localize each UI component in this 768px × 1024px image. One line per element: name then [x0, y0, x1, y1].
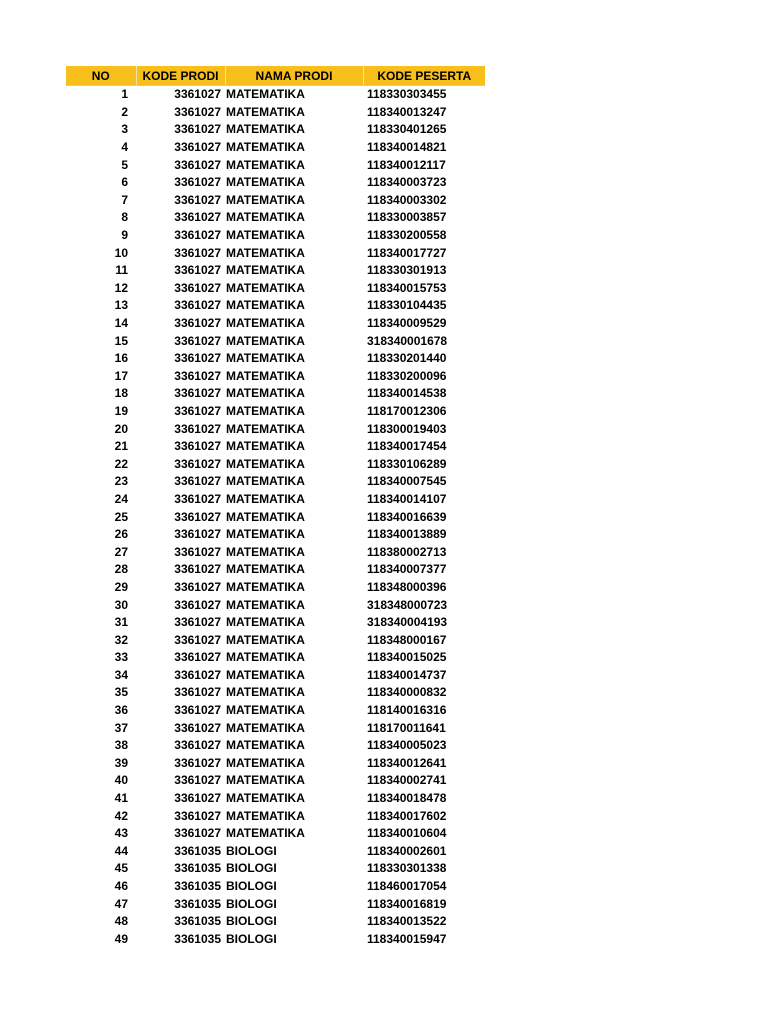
cell-no: 35 — [114, 685, 128, 700]
table-row — [66, 649, 485, 667]
table-row — [66, 843, 485, 861]
cell-no: 26 — [114, 527, 128, 542]
cell-no: 4 — [121, 140, 128, 155]
cell-nama-prodi: MATEMATIKA — [226, 210, 305, 225]
cell-nama-prodi: MATEMATIKA — [226, 826, 305, 841]
cell-nama-prodi: MATEMATIKA — [226, 615, 305, 630]
cell-kode-peserta: 118340002741 — [367, 773, 447, 788]
cell-nama-prodi: MATEMATIKA — [226, 456, 305, 471]
cell-nama-prodi: MATEMATIKA — [226, 351, 305, 366]
table-row — [66, 174, 485, 192]
cell-kode-peserta: 118330200096 — [367, 368, 447, 383]
cell-kode-prodi: 3361027 — [174, 456, 221, 471]
cell-nama-prodi: BIOLOGI — [226, 879, 277, 894]
cell-kode-peserta: 118340002601 — [367, 843, 447, 858]
cell-kode-peserta: 318340004193 — [367, 615, 448, 630]
table-row — [66, 86, 485, 104]
cell-kode-peserta: 118340015947 — [367, 931, 447, 946]
cell-nama-prodi: MATEMATIKA — [226, 667, 305, 682]
cell-no: 1 — [121, 87, 128, 102]
cell-nama-prodi: MATEMATIKA — [226, 175, 305, 190]
cell-kode-peserta: 118348000396 — [367, 579, 447, 594]
cell-no: 39 — [114, 755, 128, 770]
cell-kode-peserta: 118330301913 — [367, 263, 447, 278]
cell-nama-prodi: MATEMATIKA — [226, 333, 305, 348]
cell-nama-prodi: MATEMATIKA — [226, 140, 305, 155]
cell-kode-peserta: 118330401265 — [367, 122, 447, 137]
cell-nama-prodi: MATEMATIKA — [226, 808, 305, 823]
table-row — [66, 807, 485, 825]
cell-kode-prodi: 3361027 — [174, 157, 221, 172]
cell-kode-peserta: 118340005023 — [367, 738, 447, 753]
cell-kode-prodi: 3361035 — [174, 896, 221, 911]
cell-nama-prodi: BIOLOGI — [226, 843, 277, 858]
table-row — [66, 755, 485, 773]
table-row — [66, 491, 485, 509]
cell-no: 8 — [121, 210, 128, 225]
cell-kode-prodi: 3361027 — [174, 403, 221, 418]
table-row — [66, 561, 485, 579]
cell-kode-peserta: 118170012306 — [367, 403, 447, 418]
cell-kode-peserta: 118340007377 — [367, 562, 447, 577]
table-row — [66, 737, 485, 755]
cell-no: 49 — [114, 931, 128, 946]
table-row — [66, 895, 485, 913]
cell-nama-prodi: MATEMATIKA — [226, 368, 305, 383]
cell-kode-prodi: 3361027 — [174, 738, 221, 753]
cell-nama-prodi: MATEMATIKA — [226, 544, 305, 559]
cell-nama-prodi: MATEMATIKA — [226, 527, 305, 542]
cell-kode-peserta: 118340017602 — [367, 808, 447, 823]
cell-kode-peserta: 118340014737 — [367, 667, 447, 682]
cell-kode-peserta: 118340015025 — [367, 650, 447, 665]
cell-nama-prodi: MATEMATIKA — [226, 192, 305, 207]
cell-kode-prodi: 3361027 — [174, 808, 221, 823]
cell-no: 19 — [114, 403, 128, 418]
cell-no: 18 — [114, 386, 128, 401]
cell-kode-peserta: 118340010604 — [367, 826, 447, 841]
cell-kode-peserta: 118340012117 — [367, 157, 446, 172]
cell-kode-prodi: 3361027 — [174, 562, 221, 577]
cell-no: 17 — [114, 368, 128, 383]
table-row — [66, 403, 485, 421]
cell-kode-peserta: 118340013889 — [367, 527, 447, 542]
cell-nama-prodi: MATEMATIKA — [226, 403, 305, 418]
cell-kode-prodi: 3361027 — [174, 474, 221, 489]
cell-kode-prodi: 3361027 — [174, 368, 221, 383]
table-row — [66, 192, 485, 210]
cell-kode-prodi: 3361027 — [174, 228, 221, 243]
cell-kode-peserta: 118340016819 — [367, 896, 447, 911]
table-row — [66, 667, 485, 685]
cell-nama-prodi: MATEMATIKA — [226, 579, 305, 594]
cell-nama-prodi: MATEMATIKA — [226, 509, 305, 524]
table-row — [66, 385, 485, 403]
cell-nama-prodi: MATEMATIKA — [226, 316, 305, 331]
cell-nama-prodi: MATEMATIKA — [226, 298, 305, 313]
table-row — [66, 297, 485, 315]
cell-kode-prodi: 3361027 — [174, 791, 221, 806]
table-row — [66, 526, 485, 544]
table-row — [66, 455, 485, 473]
cell-no: 46 — [114, 879, 128, 894]
cell-no: 6 — [121, 175, 128, 190]
header-kode-peserta: KODE PESERTA — [363, 66, 485, 86]
table-row — [66, 702, 485, 720]
cell-kode-peserta: 318340001678 — [367, 333, 448, 348]
cell-nama-prodi: BIOLOGI — [226, 861, 277, 876]
cell-nama-prodi: MATEMATIKA — [226, 87, 305, 102]
table-row — [66, 790, 485, 808]
cell-kode-prodi: 3361027 — [174, 773, 221, 788]
cell-kode-prodi: 3361027 — [174, 210, 221, 225]
cell-kode-prodi: 3361027 — [174, 509, 221, 524]
cell-kode-peserta: 118330200558 — [367, 228, 447, 243]
table-row — [66, 878, 485, 896]
table-row — [66, 614, 485, 632]
cell-kode-prodi: 3361027 — [174, 87, 221, 102]
cell-no: 45 — [114, 861, 128, 876]
table-row — [66, 227, 485, 245]
cell-kode-prodi: 3361027 — [174, 351, 221, 366]
cell-nama-prodi: MATEMATIKA — [226, 597, 305, 612]
cell-kode-prodi: 3361035 — [174, 843, 221, 858]
cell-no: 48 — [114, 914, 128, 929]
cell-kode-peserta: 118140016316 — [367, 703, 447, 718]
cell-no: 36 — [114, 703, 128, 718]
cell-nama-prodi: MATEMATIKA — [226, 738, 305, 753]
table-row — [66, 473, 485, 491]
cell-no: 22 — [114, 456, 128, 471]
cell-nama-prodi: MATEMATIKA — [226, 104, 305, 119]
cell-kode-prodi: 3361027 — [174, 333, 221, 348]
cell-kode-prodi: 3361027 — [174, 579, 221, 594]
cell-kode-prodi: 3361035 — [174, 861, 221, 876]
table-row — [66, 684, 485, 702]
cell-nama-prodi: MATEMATIKA — [226, 650, 305, 665]
cell-nama-prodi: BIOLOGI — [226, 914, 277, 929]
cell-nama-prodi: MATEMATIKA — [226, 386, 305, 401]
cell-no: 9 — [121, 228, 128, 243]
cell-no: 28 — [114, 562, 128, 577]
cell-kode-peserta: 118340014538 — [367, 386, 447, 401]
table-row — [66, 315, 485, 333]
cell-kode-peserta: 118340016639 — [367, 509, 447, 524]
table-row — [66, 121, 485, 139]
cell-kode-prodi: 3361027 — [174, 421, 221, 436]
cell-kode-peserta: 118340000832 — [367, 685, 447, 700]
cell-nama-prodi: MATEMATIKA — [226, 228, 305, 243]
cell-no: 11 — [115, 263, 128, 278]
cell-kode-prodi: 3361027 — [174, 597, 221, 612]
cell-no: 40 — [114, 773, 128, 788]
cell-no: 21 — [114, 439, 128, 454]
cell-no: 37 — [114, 720, 128, 735]
cell-kode-peserta: 118340009529 — [367, 316, 447, 331]
cell-no: 3 — [121, 122, 128, 137]
cell-no: 23 — [114, 474, 128, 489]
table-row — [66, 438, 485, 456]
cell-kode-peserta: 118340017727 — [367, 245, 447, 260]
table-row — [66, 332, 485, 350]
cell-kode-prodi: 3361027 — [174, 720, 221, 735]
cell-kode-peserta: 118330003857 — [367, 210, 447, 225]
table-row — [66, 772, 485, 790]
cell-no: 10 — [114, 245, 128, 260]
table-header-row — [66, 66, 485, 86]
cell-kode-prodi: 3361027 — [174, 544, 221, 559]
cell-kode-peserta: 118348000167 — [367, 632, 447, 647]
cell-kode-peserta: 118340003302 — [367, 192, 447, 207]
cell-no: 7 — [121, 192, 128, 207]
cell-nama-prodi: MATEMATIKA — [226, 720, 305, 735]
cell-kode-prodi: 3361035 — [174, 914, 221, 929]
cell-kode-prodi: 3361027 — [174, 263, 221, 278]
cell-nama-prodi: MATEMATIKA — [226, 263, 305, 278]
participant-table — [66, 66, 485, 948]
table-row — [66, 596, 485, 614]
cell-nama-prodi: MATEMATIKA — [226, 755, 305, 770]
cell-kode-prodi: 3361027 — [174, 175, 221, 190]
cell-kode-prodi: 3361027 — [174, 192, 221, 207]
cell-kode-peserta: 118460017054 — [367, 879, 447, 894]
cell-kode-peserta: 118340007545 — [367, 474, 447, 489]
cell-no: 25 — [114, 509, 128, 524]
table-row — [66, 209, 485, 227]
cell-nama-prodi: BIOLOGI — [226, 896, 277, 911]
cell-no: 32 — [114, 632, 128, 647]
cell-kode-peserta: 118340015753 — [367, 280, 447, 295]
header-nama-prodi: NAMA PRODI — [225, 66, 363, 86]
cell-kode-prodi: 3361027 — [174, 667, 221, 682]
cell-kode-prodi: 3361027 — [174, 245, 221, 260]
table-body — [66, 86, 485, 949]
cell-kode-prodi: 3361027 — [174, 685, 221, 700]
cell-nama-prodi: MATEMATIKA — [226, 632, 305, 647]
cell-no: 43 — [114, 826, 128, 841]
cell-no: 14 — [114, 316, 128, 331]
cell-kode-peserta: 118380002713 — [367, 544, 447, 559]
header-kode-prodi: KODE PRODI — [136, 66, 225, 86]
cell-kode-prodi: 3361027 — [174, 650, 221, 665]
cell-kode-prodi: 3361027 — [174, 632, 221, 647]
cell-nama-prodi: MATEMATIKA — [226, 439, 305, 454]
participant-sheet — [66, 66, 485, 948]
cell-kode-prodi: 3361027 — [174, 140, 221, 155]
cell-kode-peserta: 118170011641 — [367, 720, 446, 735]
cell-nama-prodi: MATEMATIKA — [226, 157, 305, 172]
cell-no: 31 — [114, 615, 128, 630]
cell-kode-peserta: 118330201440 — [367, 351, 447, 366]
cell-nama-prodi: MATEMATIKA — [226, 474, 305, 489]
table-row — [66, 368, 485, 386]
table-row — [66, 631, 485, 649]
cell-nama-prodi: MATEMATIKA — [226, 280, 305, 295]
cell-no: 27 — [114, 544, 128, 559]
cell-no: 34 — [114, 667, 128, 682]
table-row — [66, 139, 485, 157]
cell-kode-peserta: 118330106289 — [367, 456, 447, 471]
table-row — [66, 508, 485, 526]
cell-no: 13 — [114, 298, 128, 313]
cell-nama-prodi: MATEMATIKA — [226, 773, 305, 788]
cell-nama-prodi: MATEMATIKA — [226, 122, 305, 137]
cell-kode-peserta: 118340018478 — [367, 791, 447, 806]
cell-kode-prodi: 3361035 — [174, 879, 221, 894]
cell-no: 41 — [114, 791, 128, 806]
table-row — [66, 104, 485, 122]
cell-kode-peserta: 118340012641 — [367, 755, 447, 770]
table-row — [66, 719, 485, 737]
cell-nama-prodi: MATEMATIKA — [226, 421, 305, 436]
cell-no: 24 — [114, 491, 128, 506]
table-row — [66, 913, 485, 931]
cell-kode-prodi: 3361027 — [174, 826, 221, 841]
cell-no: 20 — [114, 421, 128, 436]
cell-kode-prodi: 3361027 — [174, 298, 221, 313]
cell-no: 38 — [114, 738, 128, 753]
cell-kode-prodi: 3361027 — [174, 491, 221, 506]
cell-kode-prodi: 3361027 — [174, 615, 221, 630]
cell-no: 33 — [114, 650, 128, 665]
table-row — [66, 860, 485, 878]
cell-no: 47 — [114, 896, 128, 911]
table-row — [66, 244, 485, 262]
cell-nama-prodi: MATEMATIKA — [226, 703, 305, 718]
cell-kode-prodi: 3361027 — [174, 703, 221, 718]
cell-kode-prodi: 3361027 — [174, 316, 221, 331]
cell-no: 12 — [114, 280, 128, 295]
cell-kode-prodi: 3361027 — [174, 104, 221, 119]
cell-kode-prodi: 3361027 — [174, 527, 221, 542]
cell-no: 5 — [121, 157, 128, 172]
table-row — [66, 262, 485, 280]
cell-no: 44 — [114, 843, 128, 858]
cell-kode-prodi: 3361027 — [174, 439, 221, 454]
table-row — [66, 825, 485, 843]
cell-kode-peserta: 118340014107 — [367, 491, 447, 506]
cell-no: 30 — [114, 597, 128, 612]
table-row — [66, 579, 485, 597]
cell-no: 2 — [121, 104, 128, 119]
header-no: NO — [66, 66, 136, 86]
cell-kode-peserta: 118340013522 — [367, 914, 447, 929]
cell-kode-peserta: 318348000723 — [367, 597, 448, 612]
table-row — [66, 420, 485, 438]
cell-no: 42 — [114, 808, 128, 823]
cell-nama-prodi: MATEMATIKA — [226, 791, 305, 806]
cell-nama-prodi: BIOLOGI — [226, 931, 277, 946]
cell-no: 15 — [114, 333, 128, 348]
cell-kode-prodi: 3361027 — [174, 755, 221, 770]
table-row — [66, 350, 485, 368]
cell-kode-prodi: 3361027 — [174, 386, 221, 401]
cell-nama-prodi: MATEMATIKA — [226, 245, 305, 260]
cell-no: 29 — [114, 579, 128, 594]
cell-kode-peserta: 118340013247 — [367, 104, 447, 119]
cell-no: 16 — [114, 351, 128, 366]
cell-kode-peserta: 118300019403 — [367, 421, 447, 436]
cell-kode-peserta: 118330301338 — [367, 861, 447, 876]
table-row — [66, 931, 485, 949]
cell-kode-prodi: 3361027 — [174, 122, 221, 137]
cell-nama-prodi: MATEMATIKA — [226, 562, 305, 577]
cell-kode-peserta: 118330104435 — [367, 298, 447, 313]
cell-nama-prodi: MATEMATIKA — [226, 685, 305, 700]
cell-kode-prodi: 3361027 — [174, 280, 221, 295]
cell-kode-peserta: 118340003723 — [367, 175, 447, 190]
cell-kode-prodi: 3361035 — [174, 931, 221, 946]
cell-kode-peserta: 118330303455 — [367, 87, 447, 102]
table-row — [66, 543, 485, 561]
cell-nama-prodi: MATEMATIKA — [226, 491, 305, 506]
cell-kode-peserta: 118340014821 — [367, 140, 447, 155]
cell-kode-peserta: 118340017454 — [367, 439, 447, 454]
table-row — [66, 280, 485, 298]
table-row — [66, 156, 485, 174]
